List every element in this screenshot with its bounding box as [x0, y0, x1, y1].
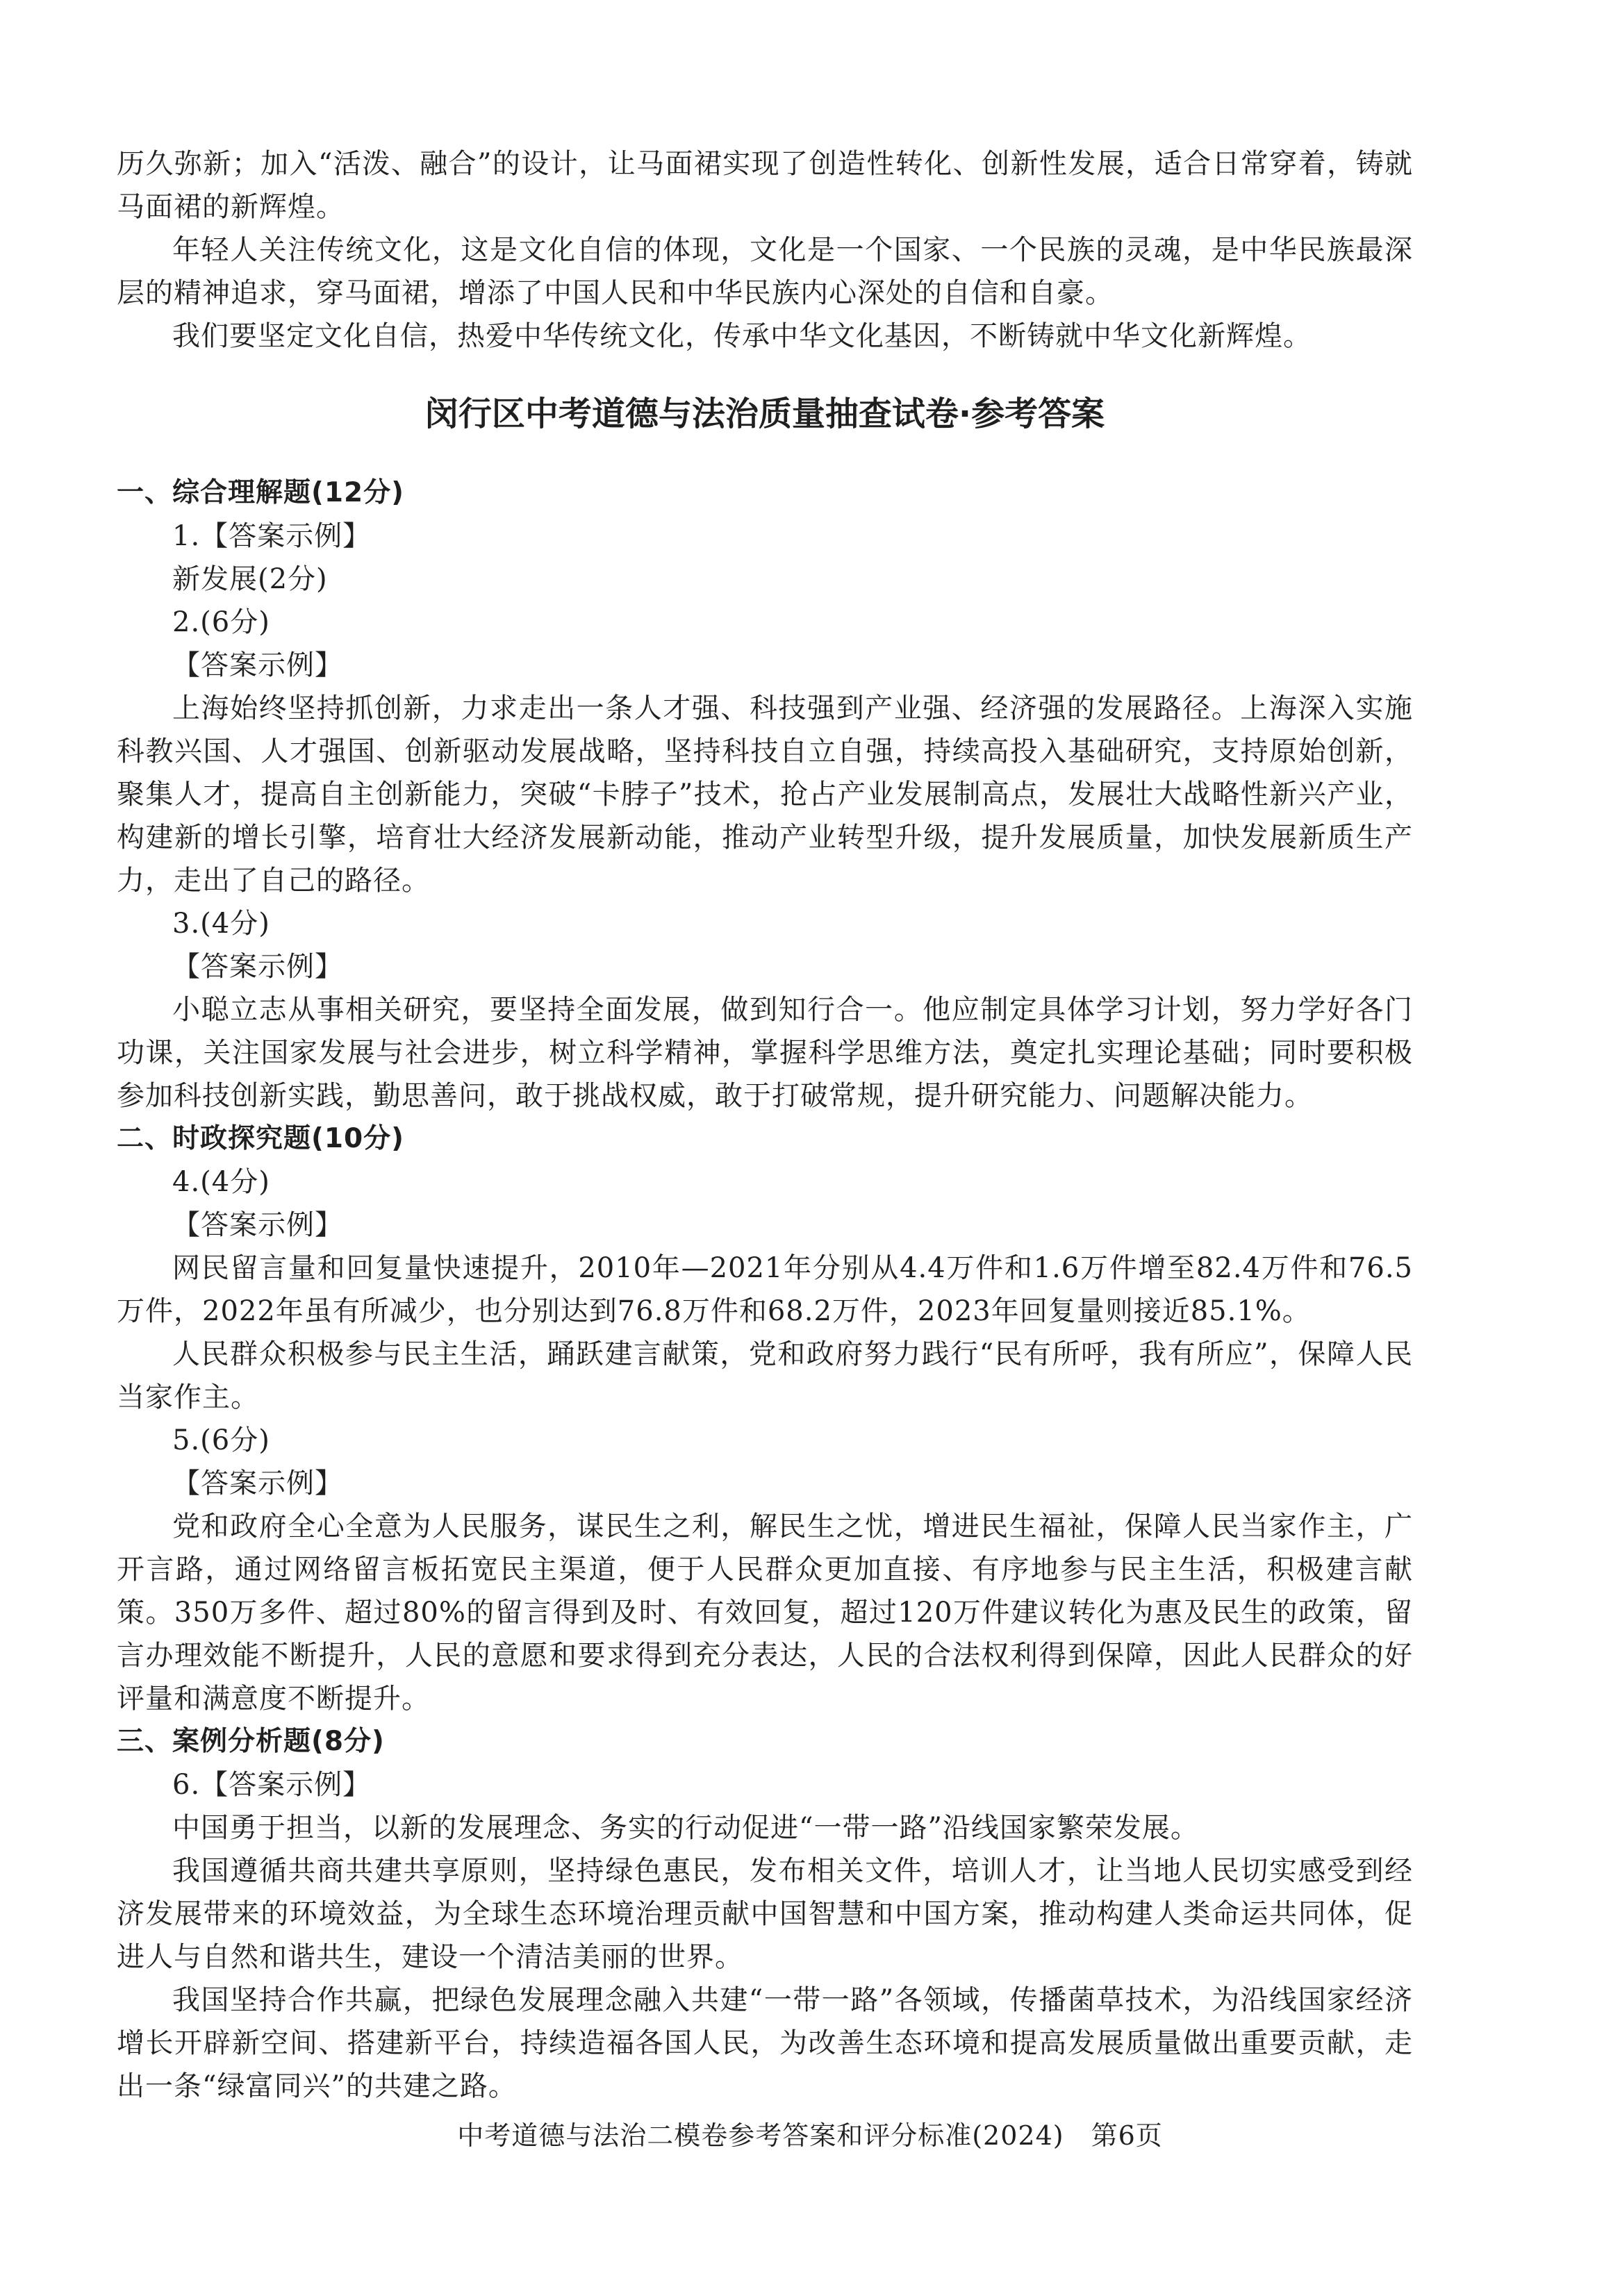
q5-example-label: 【答案示例】 [172, 1467, 343, 1499]
q4-answer-1: 网民留言量和回复量快速提升，2010年—2021年分别从4.4万件和1.6万件增至82.4万件和76.5万件，2022年虽有所减少，也分别达到76.8万件和68.2万件，2023年回复量则接近85.1%。 [117, 1252, 1413, 1327]
intro-paragraph-1: 历久弥新；加入“活泼、融合”的设计，让马面裙实现了创造性转化、创新性发展，适合日常穿着，铸就马面裙的新辉煌。 [117, 148, 1413, 223]
page-footer: 中考道德与法治二模卷参考答案和评分标准(2024) 第6页 [457, 2120, 1163, 2151]
q3-label: 3.(4分) [172, 908, 270, 940]
section-2-heading: 二、时政探究题(10分) [117, 1123, 404, 1154]
q4-example-label: 【答案示例】 [172, 1209, 343, 1241]
q2-example-label: 【答案示例】 [172, 649, 343, 681]
q3-answer: 小聪立志从事相关研究，要坚持全面发展，做到知行合一。他应制定具体学习计划，努力学好各门功课，关注国家发展与社会进步，树立科学精神，掌握科学思维方法，奠定扎实理论基础；同时要积极参加科技创新实践，勤思善问，敢于挑战权威，敢于打破常规，提升研究能力、问题解决能力。 [117, 994, 1413, 1112]
q1-label: 1.【答案示例】 [172, 520, 372, 552]
q6-answer-3: 我国坚持合作共赢，把绿色发展理念融入共建“一带一路”各领域，传播菌草技术，为沿线国家经济增长开辟新空间、搭建新平台，持续造福各国人民，为改善生态环境和提高发展质量做出重要贡献，走出一条“绿富同兴”的共建之路。 [117, 1984, 1413, 2102]
q2-answer: 上海始终坚持抓创新，力求走出一条人才强、科技强到产业强、经济强的发展路径。上海深入实施科教兴国、人才强国、创新驱动发展战略，坚持科技自立自强，持续高投入基础研究，支持原始创新，聚集人才，提高自主创新能力，突破“卡脖子”技术，抢占产业发展制高点，发展壮大战略性新兴产业，构建新的增长引擎，培育壮大经济发展新动能，推动产业转型升级，提升发展质量，加快发展新质生产力，走出了自己的路径。 [117, 692, 1413, 897]
q4-answer-2: 人民群众积极参与民主生活，踊跃建言献策，党和政府努力践行“民有所呼，我有所应”，保障人民当家作主。 [117, 1338, 1413, 1413]
q5-label: 5.(6分) [172, 1424, 270, 1456]
q4-label: 4.(4分) [172, 1166, 270, 1198]
section-1-heading: 一、综合理解题(12分) [117, 477, 404, 508]
q6-answer-2: 我国遵循共商共建共享原则，坚持绿色惠民，发布相关文件，培训人才，让当地人民切实感受到经济发展带来的环境效益，为全球生态环境治理贡献中国智慧和中国方案，推动构建人类命运共同体，促进人与自然和谐共生，建设一个清洁美丽的世界。 [117, 1855, 1413, 1973]
document-page [117, 142, 1413, 2108]
q6-answer-1: 中国勇于担当，以新的发展理念、务实的行动促进“一带一路”沿线国家繁荣发展。 [172, 1812, 1199, 1844]
document-title: 闵行区中考道德与法治质量抽查试卷·参考答案 [424, 394, 1105, 433]
q3-example-label: 【答案示例】 [172, 951, 343, 983]
intro-paragraph-2: 年轻人关注传统文化，这是文化自信的体现，文化是一个国家、一个民族的灵魂，是中华民族最深层的精神追求，穿马面裙，增添了中国人民和中华民族内心深处的自信和自豪。 [117, 234, 1413, 309]
section-3-heading: 三、案例分析题(8分) [117, 1726, 385, 1757]
intro-paragraph-3: 我们要坚定文化自信，热爱中华传统文化，传承中华文化基因，不断铸就中华文化新辉煌。 [172, 320, 1312, 352]
q6-label: 6.【答案示例】 [172, 1769, 372, 1801]
q1-answer: 新发展(2分) [172, 563, 328, 595]
q5-answer: 党和政府全心全意为人民服务，谋民生之利，解民生之忧，增进民生福祉，保障人民当家作主，广开言路，通过网络留言板拓宽民主渠道，便于人民群众更加直接、有序地参与民主生活，积极建言献策。350万多件、超过80%的留言得到及时、有效回复，超过120万件建议转化为惠及民生的政策，留言办理效能不断提升，人民的意愿和要求得到充分表达，人民的合法权利得到保障，因此人民群众的好评量和满意度不断提升。 [117, 1511, 1413, 1715]
q2-label: 2.(6分) [172, 606, 270, 638]
